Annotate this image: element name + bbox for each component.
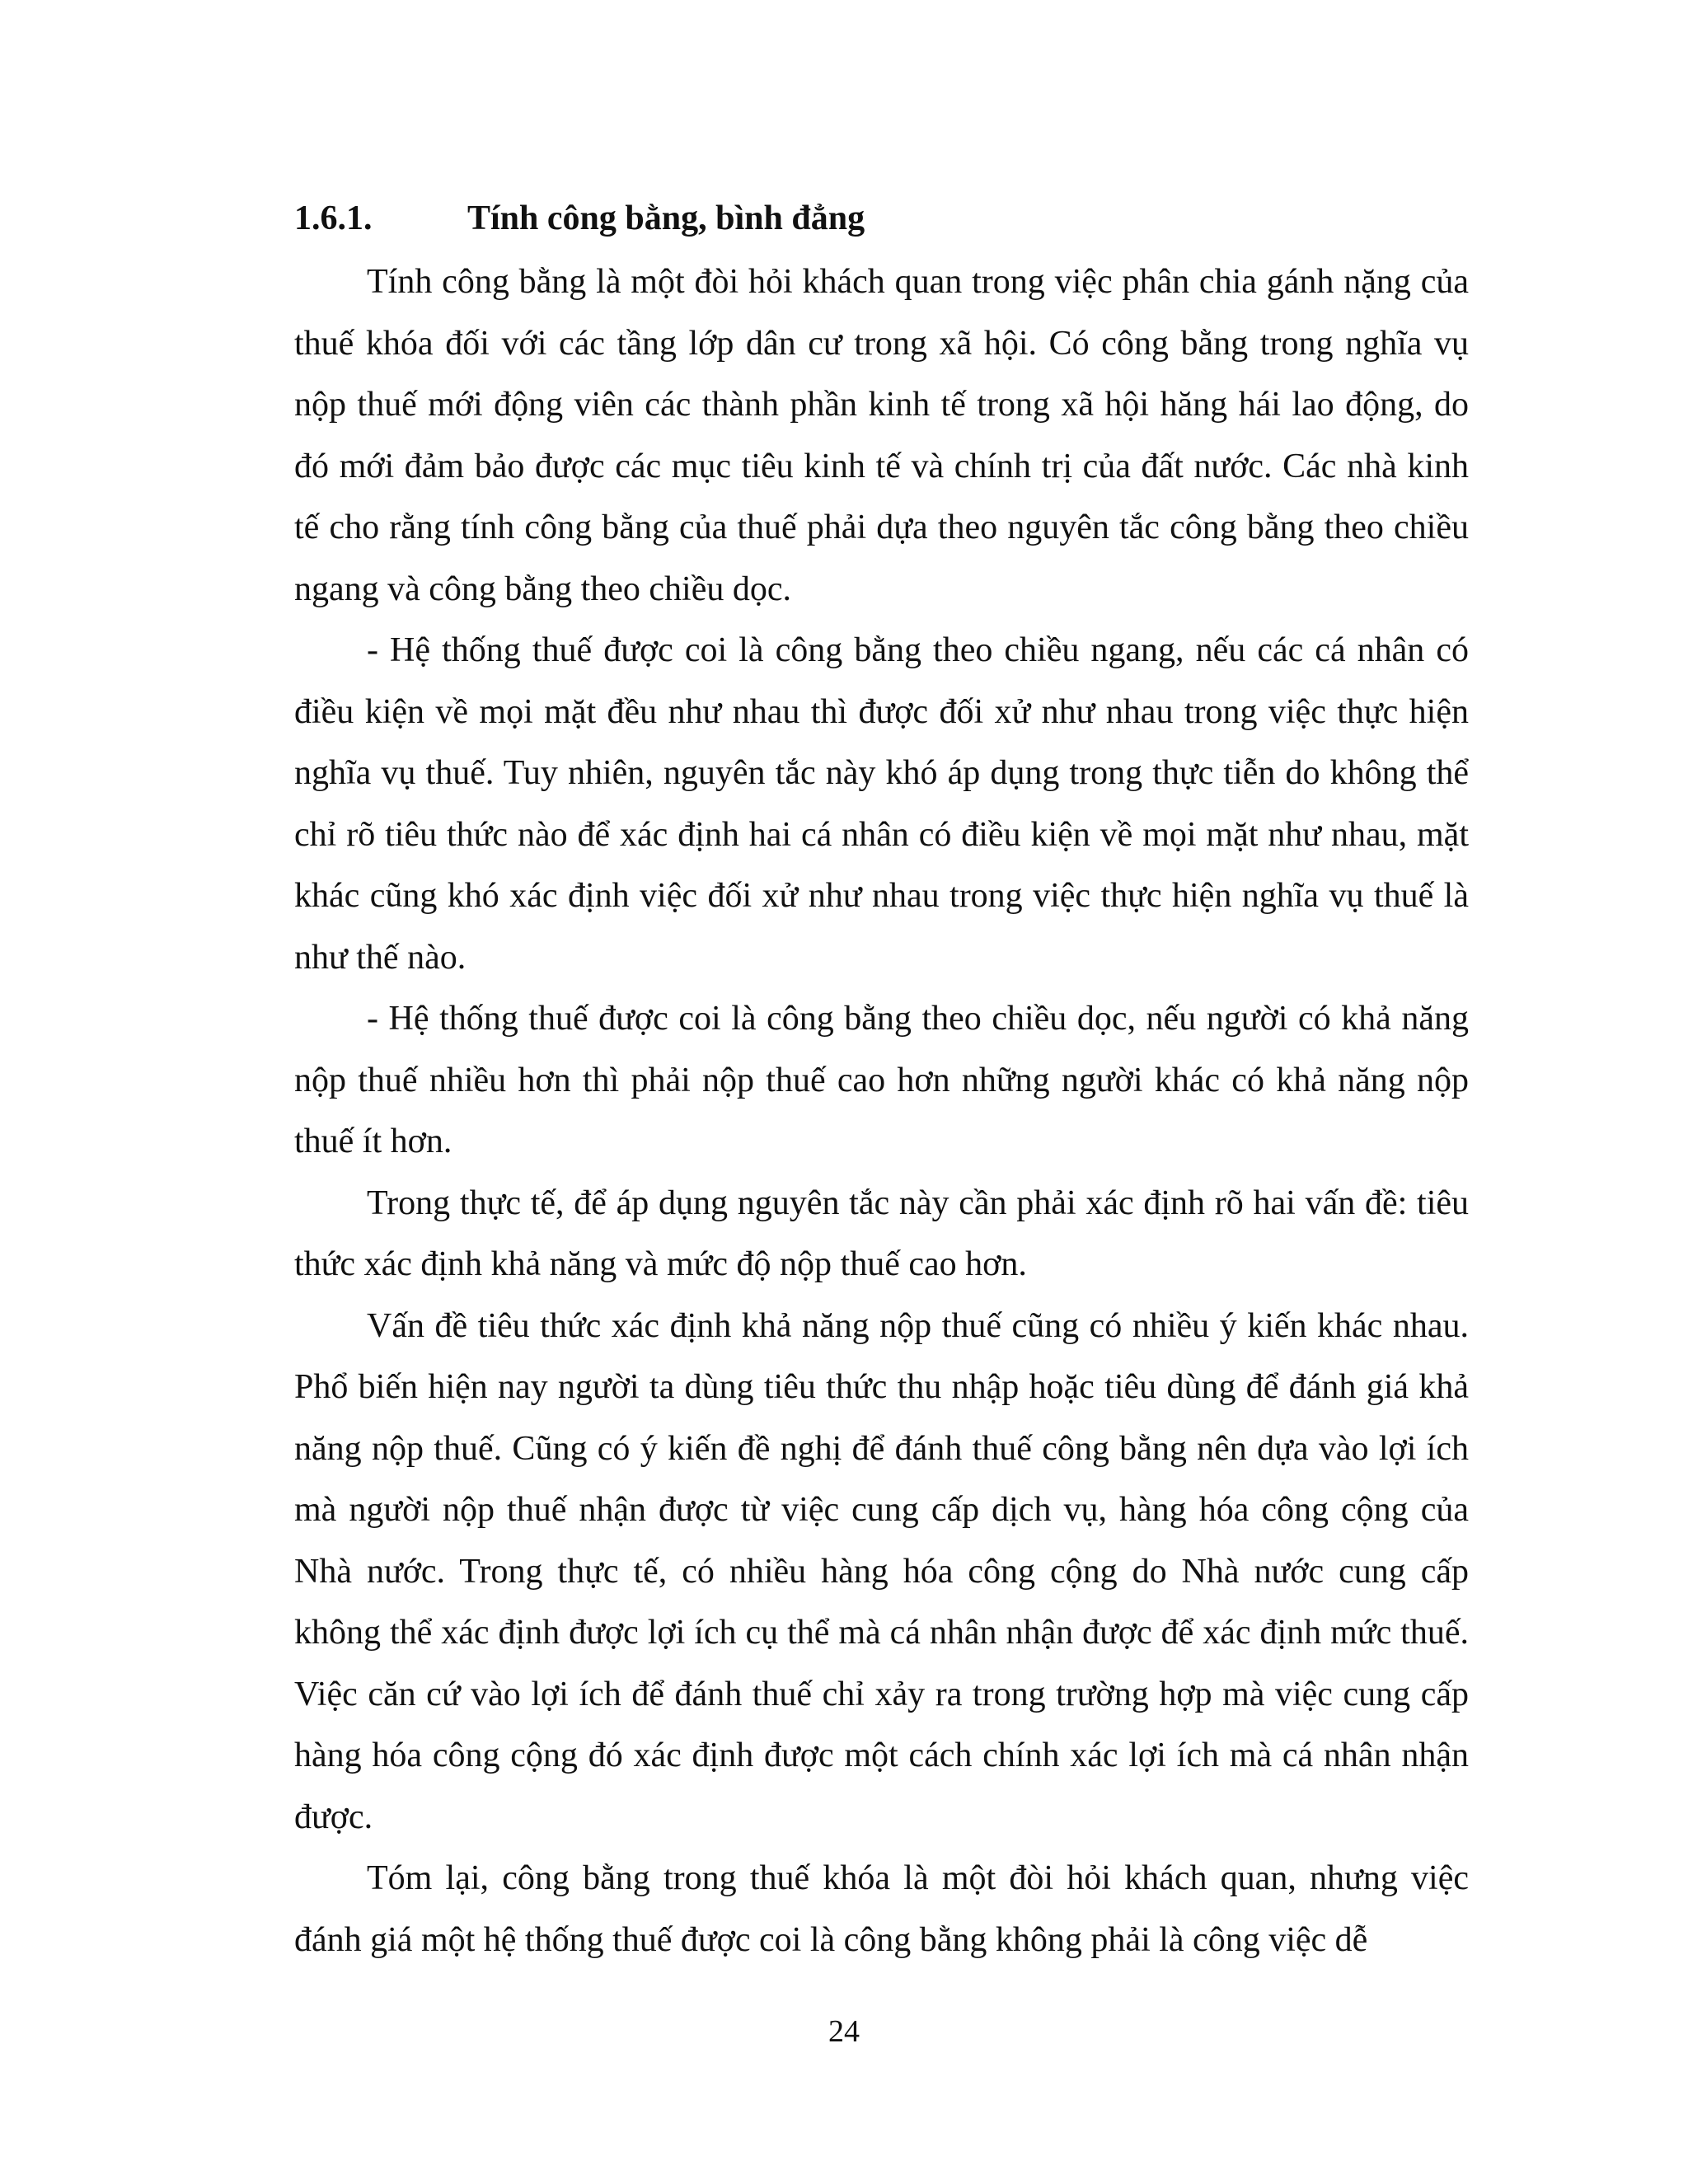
page-content [294,185,1469,1971]
paragraph-practice: Trong thực tế, để áp dụng nguyên tắc này cần phải xác định rõ hai vấn đề: tiêu thức xác định khả năng và mức độ nộp thuế cao hơn. [294,1183,1469,1283]
section-number: 1.6.1. [294,199,373,237]
page-number: 24 [828,2014,860,2049]
section-title: Tính công bằng, bình đẳng [467,199,865,237]
paragraph-criteria: Vấn đề tiêu thức xác định khả năng nộp thuế cũng có nhiều ý kiến khác nhau. Phổ biến hiện nay người ta dùng tiêu thức thu nhập hoặc tiêu dùng để đánh giá khả năng nộp thuế. Cũng có ý kiến đề nghị để đánh thuế công bằng nên dựa vào lợi ích mà người nộp thuế nhận được từ việc cung cấp dịch vụ, hàng hóa công cộng của Nhà nước. Trong thực tế, có nhiều hàng hóa công cộng do Nhà nước cung cấp không thể xác định được lợi ích cụ thể mà cá nhân nhận được để xác định mức thuế. Việc căn cứ vào lợi ích để đánh thuế chỉ xảy ra trong trường hợp mà việc cung cấp hàng hóa công cộng đó xác định được một cách chính xác lợi ích mà cá nhân nhận được. [294,1306,1469,1836]
paragraph-summary: Tóm lại, công bằng trong thuế khóa là một đòi hỏi khách quan, nhưng việc đánh giá một hệ thống thuế được coi là công bằng không phải là công việc dễ [294,1859,1469,1959]
paragraph-horizontal-equity: - Hệ thống thuế được coi là công bằng theo chiều ngang, nếu các cá nhân có điều kiện về mọi mặt đều như nhau thì được đối xử như nhau trong việc thực hiện nghĩa vụ thuế. Tuy nhiên, nguyên tắc này khó áp dụng trong thực tiễn do không thể chỉ rõ tiêu thức nào để xác định hai cá nhân có điều kiện về mọi mặt như nhau, mặt khác cũng khó xác định việc đối xử như nhau trong việc thực hiện nghĩa vụ thuế là như thế nào. [294,631,1469,977]
section-heading [294,185,1469,251]
paragraph-vertical-equity: - Hệ thống thuế được coi là công bằng theo chiều dọc, nếu người có khả năng nộp thuế nhiều hơn thì phải nộp thuế cao hơn những người khác có khả năng nộp thuế ít hơn. [294,1000,1469,1160]
paragraph-fairness-intro: Tính công bằng là một đòi hỏi khách quan trong việc phân chia gánh nặng của thuế khóa đối với các tầng lớp dân cư trong xã hội. Có công bằng trong nghĩa vụ nộp thuế mới động viên các thành phần kinh tế trong xã hội hăng hái lao động, do đó mới đảm bảo được các mục tiêu kinh tế và chính trị của đất nước. Các nhà kinh tế cho rằng tính công bằng của thuế phải dựa theo nguyên tắc công bằng theo chiều ngang và công bằng theo chiều dọc. [294,263,1469,608]
